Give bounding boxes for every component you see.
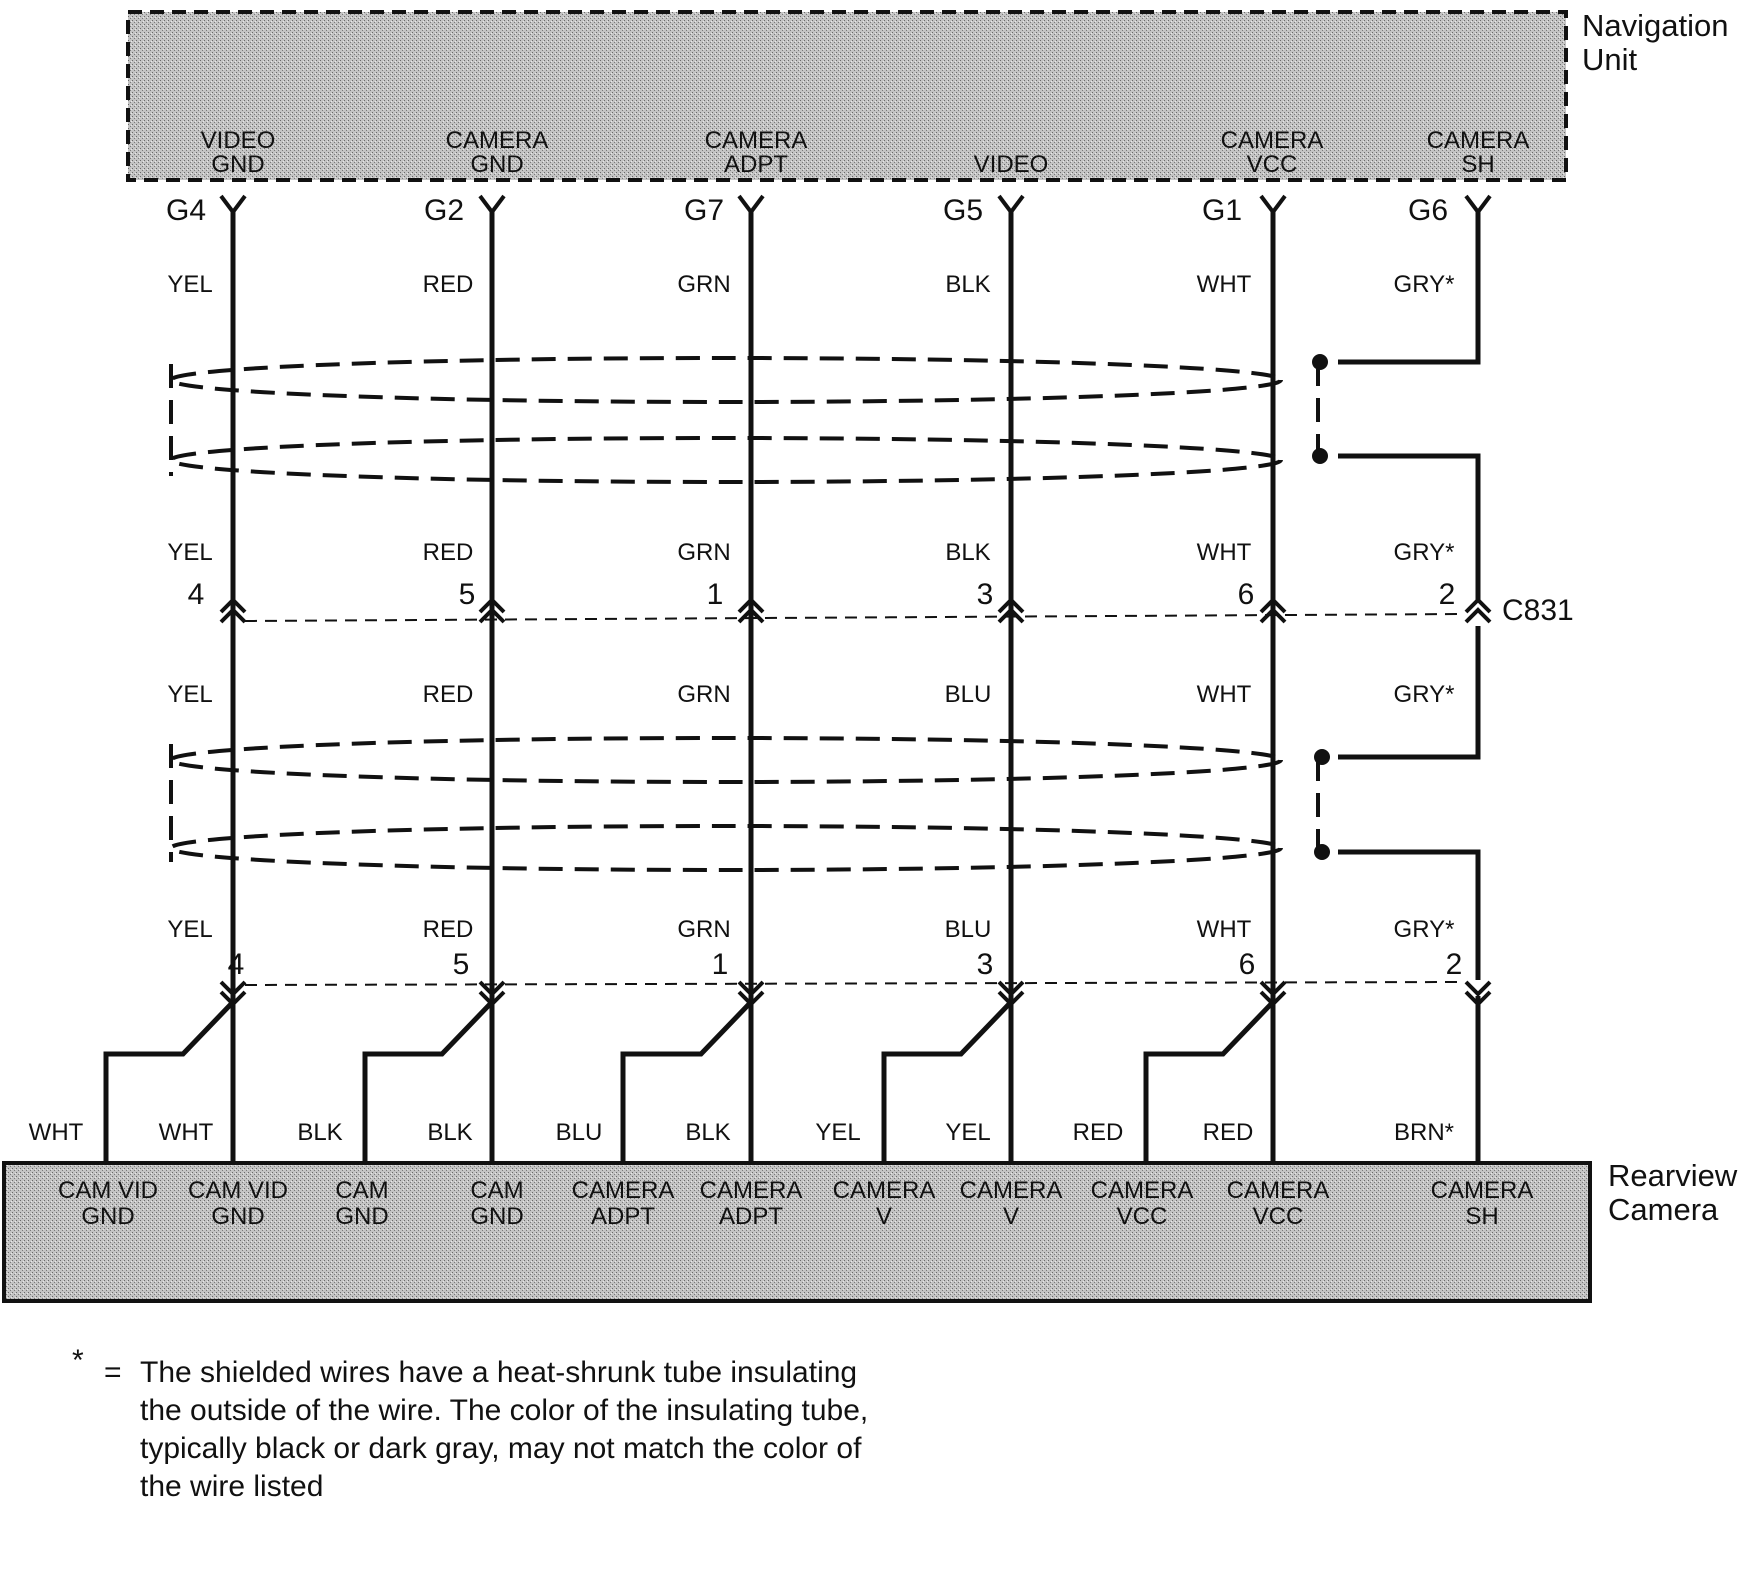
footnote-equals: = [104, 1356, 122, 1389]
connector-pin-number: 1 [711, 948, 729, 981]
shield-outline [171, 738, 1281, 782]
navigation-unit-label: Navigation [1582, 8, 1729, 43]
connector-pin-number: 3 [976, 948, 994, 981]
wire-color-label: BLK [685, 1119, 731, 1146]
nav-signal-label: CAMERA [445, 127, 549, 154]
camera-terminal-label: GND [470, 1203, 524, 1230]
wire-color-label: RED [1202, 1119, 1254, 1146]
nav-signal-label: CAMERA [704, 127, 808, 154]
footnote-asterisk: * [72, 1344, 84, 1377]
connector-pin-number: 1 [706, 578, 724, 611]
camera-terminal-label: SH [1465, 1203, 1499, 1230]
nav-pin-id: G2 [423, 194, 465, 227]
footnote-line: the outside of the wire. The color of the insulating tube, [140, 1394, 869, 1427]
shield-drain-junction [1312, 354, 1328, 370]
camera-terminal-label: GND [81, 1203, 135, 1230]
footnote-line: typically black or dark gray, may not match the color of [140, 1432, 862, 1465]
nav-signal-label: VCC [1246, 151, 1298, 178]
connector-pin-number: 5 [452, 948, 470, 981]
wire-color-label: GRY* [1393, 539, 1455, 566]
footnote-line: the wire listed [140, 1470, 324, 1503]
wire-color-label: RED [1072, 1119, 1124, 1146]
wire-color-label: RED [422, 916, 474, 943]
camera-terminal-label: GND [211, 1203, 265, 1230]
nav-signal-label: GND [211, 151, 265, 178]
wire-color-label: RED [422, 681, 474, 708]
nav-terminal-symbol [739, 196, 763, 212]
wire-color-label: BRN* [1393, 1119, 1455, 1146]
camera-terminal-label: CAMERA [571, 1177, 675, 1204]
wire-color-label: GRY* [1393, 916, 1455, 943]
nav-terminal-symbol [221, 196, 245, 212]
nav-pin-id: G5 [942, 194, 984, 227]
wire-color-label: YEL [167, 681, 213, 708]
connector-pin-number: 5 [458, 578, 476, 611]
nav-signal-label: GND [470, 151, 524, 178]
footnote-line: The shielded wires have a heat-shrunk tube insulating [140, 1356, 858, 1389]
camera-terminal-label: V [875, 1203, 893, 1230]
rearview-camera-label: Rearview [1608, 1158, 1738, 1193]
wire-color-label: GRN [677, 916, 731, 943]
shield-outline [171, 438, 1281, 482]
camera-terminal-label: CAM VID [57, 1177, 159, 1204]
camera-terminal-label: ADPT [590, 1203, 656, 1230]
camera-terminal-label: CAMERA [1090, 1177, 1194, 1204]
nav-pin-id: G4 [165, 194, 207, 227]
wire-color-label: BLU [555, 1119, 603, 1146]
camera-terminal-label: ADPT [718, 1203, 784, 1230]
nav-signal-label: SH [1461, 151, 1495, 178]
navigation-unit [128, 8, 1728, 180]
wire-color-label: BLK [427, 1119, 473, 1146]
wire-color-label: YEL [167, 539, 213, 566]
nav-pin-id: G6 [1407, 194, 1449, 227]
connector-terminal-symbol [1466, 982, 1490, 994]
shield-outline [171, 826, 1281, 870]
connector-pin-number: 4 [187, 578, 205, 611]
navigation-unit-label: Unit [1582, 42, 1638, 77]
nav-signal-label: ADPT [723, 151, 789, 178]
nav-signal-label: CAMERA [1220, 127, 1324, 154]
wire-color-label: WHT [1196, 916, 1252, 943]
shield-drain-junction [1312, 448, 1328, 464]
connector-pin-number: 2 [1438, 578, 1456, 611]
wire-color-label: WHT [1196, 539, 1252, 566]
shield-drain-junction [1314, 749, 1330, 765]
shield-drain-junction [1314, 844, 1330, 860]
wire-color-label: BLU [944, 681, 992, 708]
camera-terminal-label: CAMERA [832, 1177, 936, 1204]
wire-color-label: GRN [677, 271, 731, 298]
connector-name: C831 [1502, 594, 1574, 627]
camera-terminal-label: V [1002, 1203, 1020, 1230]
nav-terminal-symbol [480, 196, 504, 212]
camera-terminal-label: VCC [1116, 1203, 1168, 1230]
nav-signal-label: CAMERA [1426, 127, 1530, 154]
wire-color-label: WHT [158, 1119, 214, 1146]
wire-color-label: GRY* [1393, 681, 1455, 708]
wire-color-label: YEL [945, 1119, 991, 1146]
shield-drain-wire [1338, 456, 1478, 600]
footnote [72, 1344, 868, 1503]
wire-color-label: WHT [28, 1119, 84, 1146]
nav-terminal-symbol [999, 196, 1023, 212]
shield-outline [171, 358, 1281, 402]
wire-color-label: BLK [297, 1119, 343, 1146]
camera-terminal-label: CAMERA [959, 1177, 1063, 1204]
wire-color-label: YEL [167, 271, 213, 298]
camera-terminal-label: CAM [470, 1177, 524, 1204]
camera-terminal-label: CAMERA [1226, 1177, 1330, 1204]
connector-pin-number: 2 [1445, 948, 1463, 981]
connector-pin-number: 6 [1238, 948, 1256, 981]
wire-color-label: GRN [677, 681, 731, 708]
nav-terminal-symbol [1261, 196, 1285, 212]
camera-terminal-label: CAM VID [187, 1177, 289, 1204]
rearview-camera-label: Camera [1608, 1192, 1719, 1227]
camera-terminal-label: CAM [335, 1177, 389, 1204]
nav-pin-id: G7 [683, 194, 725, 227]
wire-color-label: RED [422, 271, 474, 298]
connector-terminal-symbol [1466, 610, 1490, 622]
wire-color-label: YEL [815, 1119, 861, 1146]
connector-pin-number: 6 [1237, 578, 1255, 611]
wire-color-label: RED [422, 539, 474, 566]
wire-color-label: GRY* [1393, 271, 1455, 298]
connector-pin-number: 4 [227, 948, 245, 981]
connector-c831-line [245, 982, 1460, 985]
camera-terminal-label: CAMERA [1430, 1177, 1534, 1204]
wire-color-label: YEL [167, 916, 213, 943]
connector-pin-number: 3 [976, 578, 994, 611]
wire-color-label: BLK [945, 271, 991, 298]
wire-color-label: BLK [945, 539, 991, 566]
camera-terminal-label: GND [335, 1203, 389, 1230]
wire-color-label: GRN [677, 539, 731, 566]
nav-terminal-symbol [1466, 196, 1490, 212]
wire-color-label: BLU [944, 916, 992, 943]
wire-color-label: WHT [1196, 271, 1252, 298]
camera-terminal-label: CAMERA [699, 1177, 803, 1204]
nav-pin-id: G1 [1201, 194, 1243, 227]
wire-color-label: WHT [1196, 681, 1252, 708]
nav-signal-label: VIDEO [973, 151, 1049, 178]
wire-harness [106, 194, 1490, 1163]
nav-signal-label: VIDEO [200, 127, 276, 154]
camera-terminal-label: VCC [1252, 1203, 1304, 1230]
